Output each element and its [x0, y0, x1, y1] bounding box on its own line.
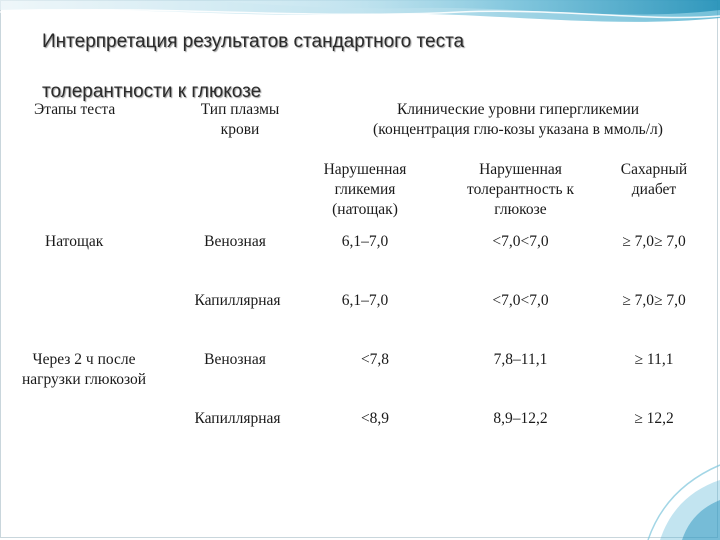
subheader-diabetes-line: Сахарный	[620, 161, 688, 178]
subheader-impaired-fasting-line: Нарушенная	[323, 161, 407, 178]
row-diabetes-value: ≥ 7,0≥ 7,0	[622, 233, 686, 250]
header-clinical-line1: Клинические уровни гипергликемии	[396, 101, 640, 118]
subheader-diabetes	[604, 160, 704, 200]
row-stage: Натощак	[45, 233, 104, 250]
row-plasma: Венозная	[204, 351, 266, 368]
header-plasma-type-line2: крови	[220, 121, 260, 138]
header-clinical-levels	[338, 100, 698, 140]
slide-title-line1: Интерпретация результатов стандартного теста	[42, 31, 465, 52]
row-plasma: Капиллярная	[194, 292, 281, 309]
subheader-impaired-tolerance-line: толерантность к	[467, 181, 574, 198]
row-fasting-value: 6,1–7,0	[341, 233, 389, 250]
header-clinical-line2: (концентрация глю-козы указана в ммоль/л)	[373, 121, 663, 138]
header-plasma-type	[185, 100, 295, 140]
row-plasma: Капиллярная	[194, 410, 281, 427]
row-diabetes-value: ≥ 12,2	[634, 410, 674, 427]
row-tolerance-value: <7,0<7,0	[492, 233, 549, 250]
header-plasma-type-line1: Тип плазмы	[200, 101, 280, 118]
row-tolerance-value: 7,8–11,1	[493, 351, 548, 368]
row-plasma: Венозная	[204, 233, 266, 250]
subheader-diabetes-line: диабет	[631, 181, 677, 198]
header-stage: Этапы теста	[34, 101, 116, 118]
subheader-impaired-fasting-line: гликемия	[334, 181, 396, 198]
row-fasting-value: 6,1–7,0	[341, 292, 389, 309]
row-stage	[8, 350, 160, 390]
row-diabetes-value: ≥ 7,0≥ 7,0	[622, 292, 686, 309]
subheader-impaired-tolerance-line: глюкозе	[494, 201, 547, 218]
row-fasting-value: <7,8	[360, 351, 390, 368]
decorative-corner-swirl	[600, 450, 720, 540]
row-tolerance-value: 8,9–12,2	[493, 410, 548, 427]
row-stage-line1: Через 2 ч после	[32, 351, 136, 368]
row-tolerance-value: <7,0<7,0	[492, 292, 549, 309]
subheader-impaired-fasting	[310, 160, 420, 220]
subheader-impaired-tolerance	[448, 160, 593, 220]
row-stage-line2: нагрузки глюкозой	[21, 371, 147, 388]
subheader-impaired-tolerance-line: Нарушенная	[479, 161, 562, 178]
row-fasting-value: <8,9	[360, 410, 390, 427]
row-diabetes-value: ≥ 11,1	[634, 351, 674, 368]
subheader-impaired-fasting-line: (натощак)	[332, 201, 398, 218]
slide-title-line2: толерантности к глюкозе	[42, 81, 262, 102]
